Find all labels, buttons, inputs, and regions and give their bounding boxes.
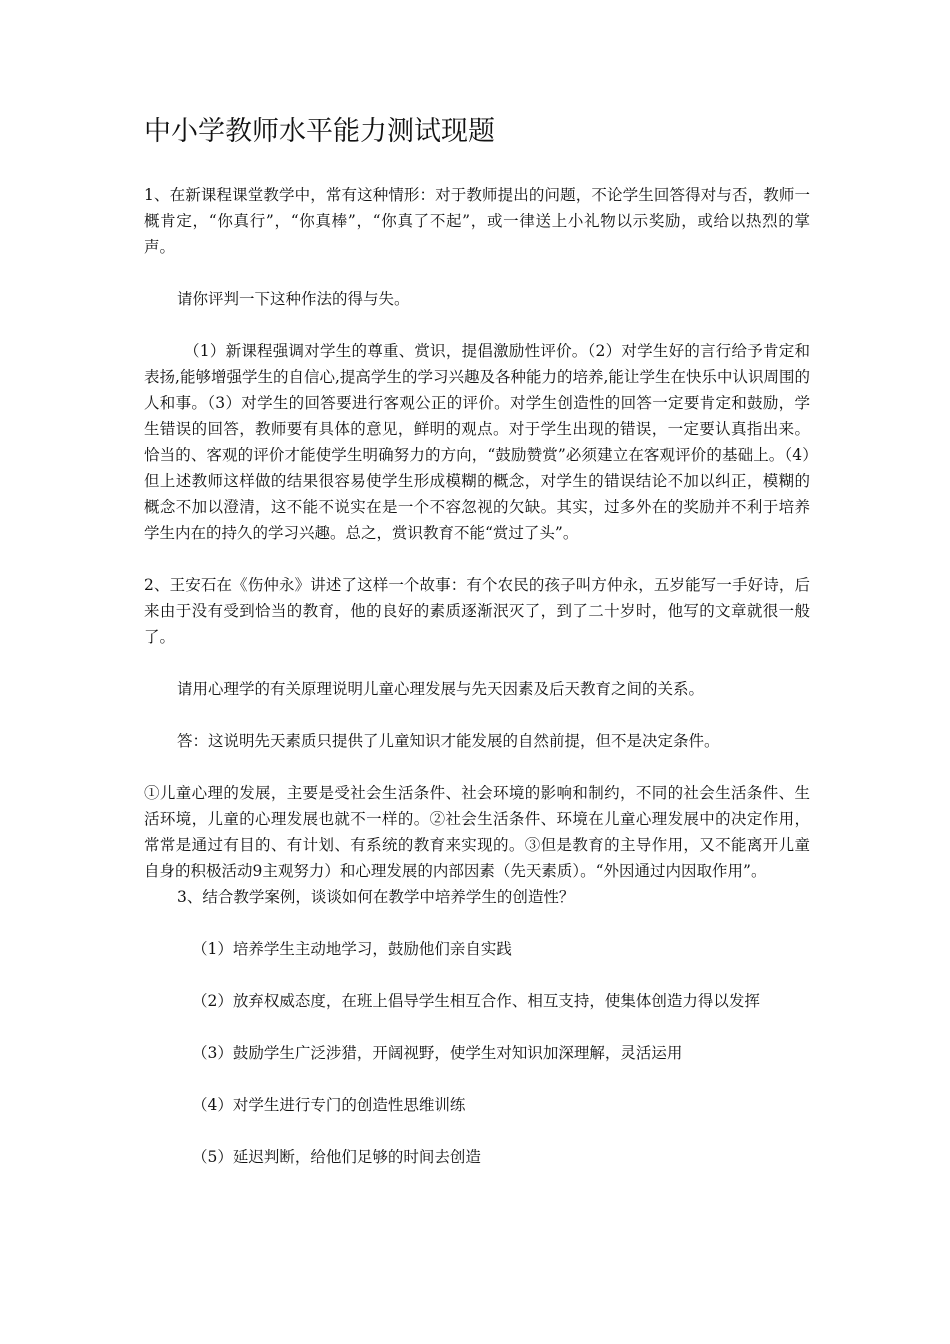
question-3-item-4: （4）对学生进行专门的创造性思维训练 — [192, 1096, 466, 1114]
question-2-answer: ①儿童心理的发展，主要是受社会生活条件、社会环境的影响和制约，不同的社会生活条件、生活环境，儿童的心理发展也就不一样的。②社会生活条件、环境在儿童心理发展中的决定作用，常常是通过有目的、有计划、有系统的教育来实现的。③但是教育的主导作用，又不能离开儿童自身的积极活动9主观努力）和心理发展的内部因素（先天素质）。“外因通过内因取作用”。 — [144, 784, 810, 880]
question-3-item-2: （2）放弃权威态度，在班上倡导学生相互合作、相互支持，使集体创造力得以发挥 — [192, 992, 760, 1010]
question-1-text: 1、在新课程课堂教学中，常有这种情形：对于教师提出的问题，不论学生回答得对与否，教师一概肯定，“你真行”，“你真棒”，“你真了不起”，或一律送上小礼物以示奖励，或给以热烈的掌声。 — [144, 186, 810, 256]
question-1-prompt: 请你评判一下这种作法的得与失。 — [177, 290, 410, 308]
question-2-prompt: 请用心理学的有关原理说明儿童心理发展与先天因素及后天教育之间的关系。 — [177, 680, 705, 698]
question-3-item-5: （5）延迟判断，给他们足够的时间去创造 — [192, 1148, 481, 1166]
question-3-item-1: （1）培养学生主动地学习，鼓励他们亲自实践 — [192, 940, 512, 958]
question-2-answer-intro: 答：这说明先天素质只提供了儿童知识才能发展的自然前提，但不是决定条件。 — [177, 732, 720, 750]
question-2-text: 2、王安石在《伤仲永》讲述了这样一个故事：有个农民的孩子叫方仲永，五岁能写一手好诗，后来由于没有受到恰当的教育，他的良好的素质逐渐泯灭了，到了二十岁时，他写的文章就很一般了。 — [144, 576, 810, 646]
question-3-text: 3、结合教学案例，谈谈如何在教学中培养学生的创造性？ — [177, 888, 575, 906]
question-1-answer: （1）新课程强调对学生的尊重、赏识，提倡激励性评价。（2）对学生好的言行给予肯定和表扬,能够增强学生的自信心,提高学生的学习兴趣及各种能力的培养,能让学生在快乐中认识周围的人和事。（3）对学生的回答要进行客观公正的评价。对学生创造性的回答一定要肯定和鼓励，学生错误的回答，教师要有具体的意见，鲜明的观点。对于学生出现的错误，一定要认真指出来。恰当的、客观的评价才能使学生明确努力的方向，“鼓励赞赏”必须建立在客观评价的基础上。（4）但上述教师这样做的结果很容易使学生形成模糊的概念，对学生的错误结论不加以纠正，模糊的概念不加以澄清，这不能不说实在是一个不容忽视的欠缺。其实，过多外在的奖励并不利于培养学生内在的持久的学习兴趣。总之，赏识教育不能“赏过了头”。 — [144, 342, 810, 542]
document-page — [144, 112, 810, 1170]
question-3-item-3: （3）鼓励学生广泛涉猎，开阔视野，使学生对知识加深理解，灵活运用 — [192, 1044, 683, 1062]
document-title: 中小学教师水平能力测试现题 — [144, 116, 495, 147]
